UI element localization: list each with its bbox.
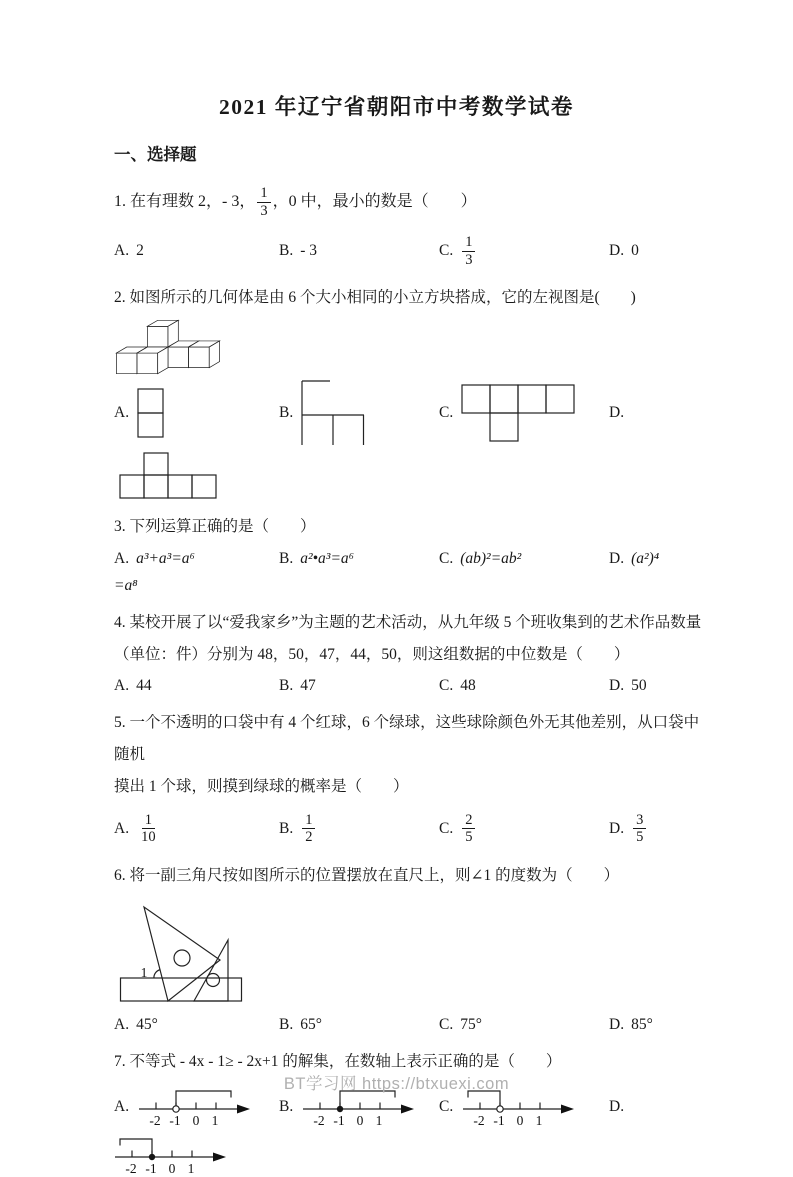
q3-option-d-wrap: =a⁸ (114, 576, 138, 594)
q5-option-c: C. $\frac{2}{5}$ (439, 810, 609, 848)
q5-options (114, 810, 703, 848)
q6-option-d: D. 85° (609, 1015, 653, 1033)
svg-text:0: 0 (168, 1160, 176, 1176)
q4-stem-line1: 4. 某校开展了以“爱我家乡”为主题的艺术活动，从九年级 5 个班收集到的艺术作品数量 (114, 613, 702, 631)
q2-option-c: C. (439, 383, 609, 443)
q1-options (114, 232, 703, 270)
footer-watermark: BT学习网 https://btxuexi.com (283, 1075, 510, 1093)
q6-option-b: B. 65° (279, 1015, 322, 1033)
svg-text:-2: -2 (125, 1160, 137, 1176)
svg-text:-2: -2 (473, 1112, 485, 1128)
q6-triangles-figure (118, 898, 253, 1010)
q2-stem: 2. 如图所示的几何体是由 6 个大小相同的小立方块搭成，它的左视图是( ) (114, 289, 636, 307)
q2-option-a-figure (136, 388, 165, 438)
q7-option-b: B. -2 -1 0 1 (279, 1085, 439, 1129)
q5-option-b: B. $\frac{1}{2}$ (279, 810, 439, 848)
q1-option-b: B. - 3 (279, 242, 318, 260)
q5-option-a-fraction: $\frac{1}{10}$ (141, 811, 156, 846)
q6-angle-label: 1 (140, 964, 148, 980)
q2-cubes-figure (116, 320, 220, 374)
q6-option-c: C. 75° (439, 1015, 482, 1033)
q1-option-d: D. 0 (609, 242, 639, 260)
svg-text:-1: -1 (333, 1112, 345, 1128)
q1-stem (114, 179, 703, 225)
q2-option-a: A. (114, 388, 279, 438)
q7-option-d: D. (609, 1097, 625, 1115)
svg-text:-1: -1 (169, 1112, 181, 1128)
q4-option-d: D. 50 (609, 677, 647, 695)
q2-option-b: B. (279, 379, 439, 447)
q3-options (114, 550, 703, 568)
svg-text:-1: -1 (493, 1112, 505, 1128)
q6-options (114, 1016, 703, 1034)
q1-stem-post: ，0 中，最小的数是（ ） (272, 193, 477, 210)
q2-option-c-figure (460, 383, 578, 443)
q5-stem-line1: 5. 一个不透明的口袋中有 4 个红球，6 个绿球，这些球除颜色外无其他差别，从口袋中随机 (114, 714, 700, 764)
page-title: 2021 年辽宁省朝阳市中考数学试卷 (219, 95, 574, 119)
exam-content (0, 141, 793, 1177)
q2-option-d-figure (118, 452, 219, 499)
svg-text:1: 1 (535, 1112, 543, 1128)
q5-stem-line2: 摸出 1 个球，则摸到绿球的概率是（ ） (114, 777, 409, 795)
svg-text:-2: -2 (313, 1112, 325, 1128)
q5-option-a: A. $\frac{1}{10}$ (114, 810, 279, 848)
q3-option-a: A. a³+a³=a⁶ (114, 549, 195, 567)
q5-option-b-fraction: $\frac{1}{2}$ (302, 812, 315, 846)
q3-option-c: C. (ab)²=ab² (439, 549, 522, 567)
q4-stem-line2: （单位：件）分别为 48，50，47，44，50，则这组数据的中位数是（ ） (114, 645, 630, 663)
q4-option-c: C. 48 (439, 677, 476, 695)
q1-stem-fraction: $\frac{1}{3}$ (257, 185, 270, 219)
svg-text:-1: -1 (145, 1160, 157, 1176)
q4-option-b: B. 47 (279, 677, 316, 695)
q7-stem: 7. 不等式 - 4x - 1≥ - 2x+1 的解集，在数轴上表示正确的是（ ） (114, 1052, 562, 1070)
q3-option-b: B. a²•a³=a⁶ (279, 549, 355, 567)
svg-text:0: 0 (192, 1112, 200, 1128)
q7-option-c: C. -2 -1 0 1 (439, 1085, 609, 1129)
svg-text:1: 1 (375, 1112, 383, 1128)
q1-stem-pre: 1. 在有理数 2，- 3， (114, 193, 256, 210)
svg-text:1: 1 (211, 1112, 219, 1128)
q3-stem: 3. 下列运算正确的是（ ） (114, 518, 316, 536)
q5-option-d: D. $\frac{3}{5}$ (609, 810, 703, 848)
svg-text:0: 0 (516, 1112, 524, 1128)
q7-option-a: A. -2 -1 0 1 (114, 1085, 279, 1129)
q1-option-a: A. 2 (114, 242, 144, 260)
q6-stem: 6. 将一副三角尺按如图所示的位置摆放在直尺上，则∠1 的度数为（ ） (114, 867, 620, 885)
q2-option-b-figure (300, 379, 366, 447)
q6-option-a: A. 45° (114, 1015, 158, 1033)
q4-option-a: A. 44 (114, 677, 152, 695)
section-heading: 一、选择题 (114, 145, 197, 164)
q7-option-d-numberline (112, 1133, 230, 1177)
q2-option-d: D. (609, 404, 625, 422)
q5-option-c-fraction: $\frac{2}{5}$ (462, 812, 475, 846)
svg-text:-2: -2 (149, 1112, 161, 1128)
q4-options (114, 677, 703, 695)
q5-option-d-fraction: $\frac{3}{5}$ (633, 812, 646, 846)
svg-text:0: 0 (356, 1112, 364, 1128)
q2-options (114, 376, 703, 450)
svg-text:1: 1 (187, 1160, 195, 1176)
q1-option-c: C. $\frac{1}{3}$ (439, 232, 609, 270)
q3-option-d: D. (a²)⁴ (609, 549, 660, 567)
q1-option-c-fraction: $\frac{1}{3}$ (462, 234, 475, 268)
